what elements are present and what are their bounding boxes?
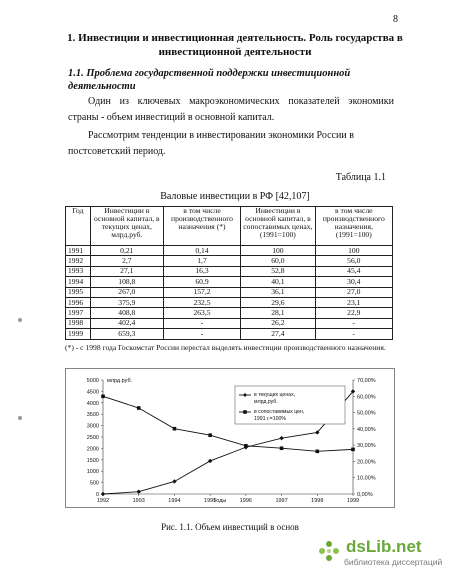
right-tick-label: 20,00% — [357, 459, 376, 466]
section-heading: 1. Инвестиции и инвестиционная деятельность. Роль государства в инвестиционной деятельности — [67, 32, 403, 58]
table-cell: 267,0 — [90, 287, 163, 297]
table-cell: 26,2 — [241, 318, 315, 328]
left-tick-label: 500 — [89, 480, 99, 487]
series-2-point — [101, 394, 105, 398]
table-row — [66, 318, 393, 328]
table-cell: 1998 — [66, 318, 91, 328]
table-row — [66, 246, 393, 256]
scan-mark — [18, 416, 22, 420]
table-row — [66, 277, 393, 287]
table-header-row — [66, 207, 393, 246]
table-cell: 263,5 — [163, 308, 240, 318]
table-body — [66, 246, 393, 340]
table-cell: 157,2 — [163, 287, 240, 297]
paragraph-2-line-2: постсоветский период. — [68, 146, 166, 157]
series-2-point — [208, 433, 212, 437]
table-cell: 1997 — [66, 308, 91, 318]
table-cell: 60,0 — [241, 256, 315, 266]
table-cell: 1996 — [66, 297, 91, 307]
table-cell: 52,8 — [241, 266, 315, 276]
table-row — [66, 287, 393, 297]
right-tick-label: 0,00% — [357, 492, 373, 498]
table-title: Валовые инвестиции в РФ [42,107] — [160, 191, 310, 202]
legend-label-1: в текущих ценах, — [254, 392, 296, 398]
table-cell: 659,3 — [90, 329, 163, 339]
table-cell: 402,4 — [90, 318, 163, 328]
series-1-point — [208, 459, 212, 463]
legend-label-2-cont: 1991 г.=100% — [254, 416, 286, 422]
table-cell: 45,4 — [315, 266, 392, 276]
series-2-point — [244, 444, 248, 448]
series-2-point — [173, 427, 177, 431]
x-tick-label: 1995 — [204, 498, 217, 504]
table-cell: 1995 — [66, 287, 91, 297]
table-cell: 375,9 — [90, 297, 163, 307]
table-row — [66, 256, 393, 266]
table-cell: 0,21 — [90, 246, 163, 256]
table-cell: 1999 — [66, 329, 91, 339]
table-row — [66, 297, 393, 307]
table-cell: 1991 — [66, 246, 91, 256]
left-tick-label: 3500 — [86, 412, 99, 419]
left-tick-label: 4000 — [86, 400, 99, 407]
table-cell: 27,4 — [241, 329, 315, 339]
right-tick-label: 60,00% — [357, 394, 376, 401]
table-cell: 29,6 — [241, 297, 315, 307]
table-row — [66, 266, 393, 276]
left-tick-label: 1500 — [86, 457, 99, 464]
series-1-point — [101, 492, 105, 496]
x-tick-label: 1993 — [132, 498, 145, 504]
table-cell: - — [163, 329, 240, 339]
table-row — [66, 329, 393, 339]
table-cell: 27,1 — [90, 266, 163, 276]
table-cell: 2,7 — [90, 256, 163, 266]
table-header-cell: в том числе производственного назначения, (1991=100) — [315, 207, 392, 246]
left-tick-label: 5000 — [86, 378, 99, 384]
investment-table — [65, 206, 393, 340]
table-header-cell: Год — [66, 207, 91, 246]
left-axis-label: млрд.руб. — [107, 378, 133, 384]
dslib-logo-icon — [316, 539, 342, 565]
table-header-cell: в том числе производственного назначения (*) — [163, 207, 240, 246]
x-tick-label: 1998 — [311, 498, 324, 504]
x-tick-label: 1996 — [239, 498, 252, 504]
scan-mark — [18, 318, 22, 322]
table-cell: 1993 — [66, 266, 91, 276]
table-footnote: (*) - с 1998 года Госкомстат России перестал выделять инвестиции производственного назначения. — [65, 343, 386, 352]
left-tick-label: 4500 — [86, 389, 99, 396]
table-cell: - — [315, 329, 392, 339]
table-cell: 16,3 — [163, 266, 240, 276]
x-tick-label: 1997 — [275, 498, 288, 504]
table-cell: 408,8 — [90, 308, 163, 318]
table-cell: 108,8 — [90, 277, 163, 287]
table-cell: 100 — [315, 246, 392, 256]
right-tick-label: 30,00% — [357, 443, 376, 450]
legend-label-2: в сопоставимых цен, — [254, 409, 305, 415]
x-tick-label: 1992 — [96, 498, 110, 504]
paragraph-1-line-1: Один из ключевых макроэкономических показателей экономики — [88, 96, 394, 107]
right-tick-label: 50,00% — [357, 410, 376, 417]
table-cell: 23,1 — [315, 297, 392, 307]
page-number: 8 — [393, 14, 398, 25]
subsection-heading: 1.1. Проблема государственной поддержки инвестиционной деятельности — [68, 68, 351, 92]
table-header-cell: Инвестиции в основной капитал, в текущих ценах, млрд.руб. — [90, 207, 163, 246]
table-cell: 60,9 — [163, 277, 240, 287]
right-tick-label: 40,00% — [357, 426, 376, 433]
table-cell: 30,4 — [315, 277, 392, 287]
table-cell: 56,0 — [315, 256, 392, 266]
table-cell: - — [163, 318, 240, 328]
table-header-cell: Инвестиции в основной капитал, в сопоставимых ценах, (1991=100) — [241, 207, 315, 246]
chart-svg — [65, 368, 395, 508]
series-2-point — [280, 446, 284, 450]
table-cell: 40,1 — [241, 277, 315, 287]
series-1-point — [172, 479, 176, 483]
series-1-point — [137, 490, 141, 494]
x-tick-label: 1999 — [346, 498, 360, 504]
table-cell: 100 — [241, 246, 315, 256]
table-cell: - — [315, 318, 392, 328]
right-tick-label: 70,00% — [357, 378, 376, 384]
right-tick-label: 10,00% — [357, 475, 376, 482]
table-cell: 0,14 — [163, 246, 240, 256]
left-tick-label: 2500 — [86, 435, 99, 441]
series-2-point — [351, 448, 355, 452]
left-tick-label: 1000 — [86, 469, 99, 476]
figure-caption: Рис. 1.1. Объем инвестиций в основ — [161, 522, 299, 532]
table-label: Таблица 1.1 — [335, 172, 386, 183]
series-2-point — [315, 450, 319, 454]
paragraph-2-line-1: Рассмотрим тенденции в инвестировании экономики России в — [88, 130, 354, 141]
table-cell: 1992 — [66, 256, 91, 266]
watermark-caption: библиотека диссертаций — [344, 557, 443, 567]
left-tick-label: 3000 — [86, 423, 99, 430]
table-cell: 28,1 — [241, 308, 315, 318]
table-cell: 232,5 — [163, 297, 240, 307]
x-axis-label: Годы — [213, 498, 227, 504]
series-2-point — [137, 406, 141, 410]
table-cell: 22,9 — [315, 308, 392, 318]
x-tick-label: 1994 — [168, 498, 181, 504]
left-tick-label: 0 — [95, 492, 99, 498]
table-cell: 1,7 — [163, 256, 240, 266]
table-cell: 27,0 — [315, 287, 392, 297]
left-tick-label: 2000 — [86, 446, 99, 453]
investment-chart — [65, 368, 395, 508]
watermark-site: dsLib.net — [346, 537, 422, 556]
series-1-point — [279, 436, 283, 440]
paragraph-1-line-2: страны - объем инвестиций в основной капитал. — [68, 112, 275, 123]
table-cell: 36,1 — [241, 287, 315, 297]
table-cell: 1994 — [66, 277, 91, 287]
watermark — [316, 537, 446, 577]
legend-marker-2 — [243, 410, 247, 414]
table-row — [66, 308, 393, 318]
legend-label-1-cont: млрд.руб. — [254, 399, 278, 405]
